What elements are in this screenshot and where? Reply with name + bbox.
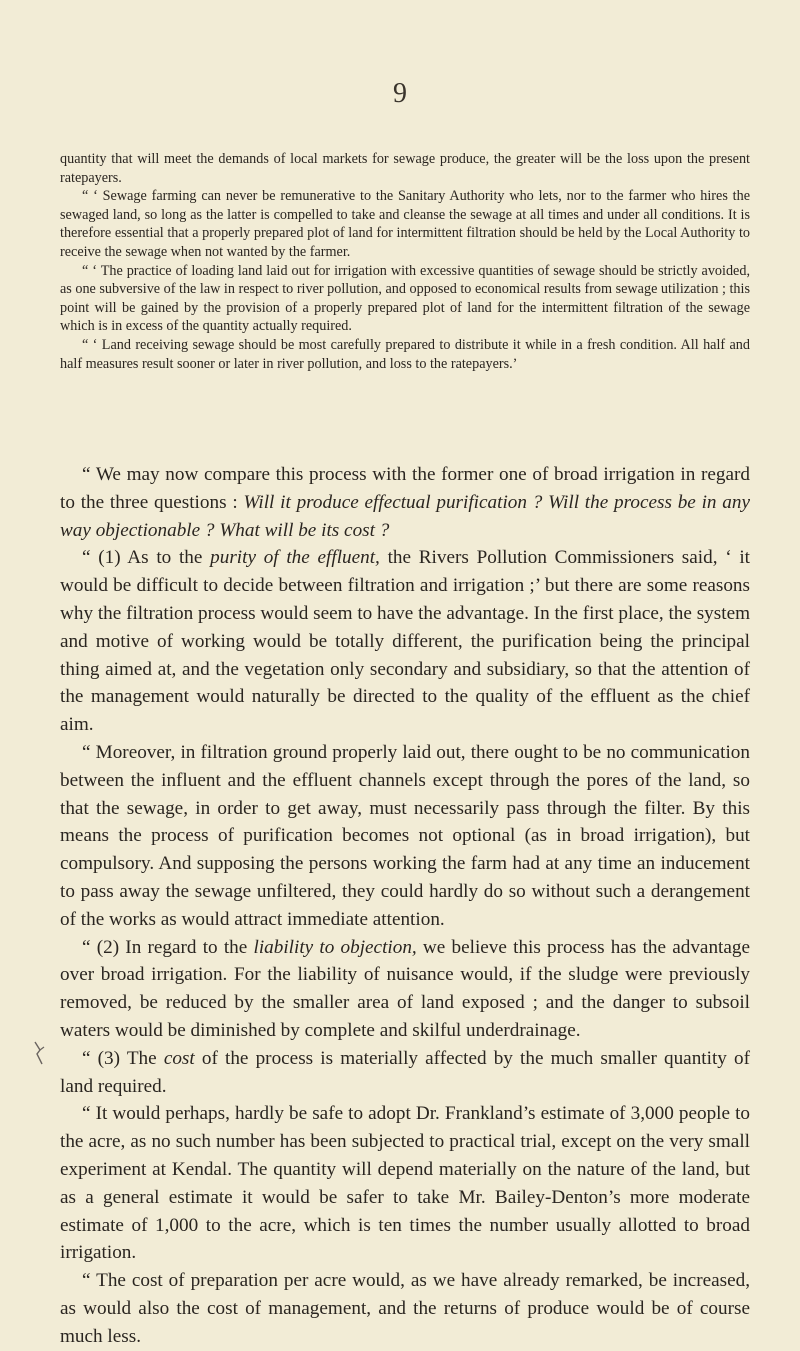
text-run: “ We may now compare this process with the former one of broad irrigation in regard to the three questions : <box>60 464 750 513</box>
text-run: of the process is materially affected by the much smaller quantity of land required. <box>60 1047 751 1097</box>
quoted-extract <box>60 150 750 373</box>
page-number: 9 <box>393 78 407 109</box>
text-run: “ Moreover, in filtration ground properly laid out, there ought to be no communication between the influent and the effluent channels except through the pores of the land, so that the sewage, in order to get away, must necessarily pass through the filter. By this means the process of purification becomes not optional (as in broad irrigation), but compulsory. And supposing the persons working the farm had at any time an inducement to pass away the sewage unfiltered, they could hardly do so without such a derangement of the works as would attract immediate attention. <box>60 741 750 930</box>
main-text <box>60 461 750 1351</box>
text-run: “ The cost of preparation per acre would, as we have already remarked, be increased, as would also the cost of management, and the returns of produce would be of course much less. <box>60 1270 750 1347</box>
italic-run: liability to objection, <box>253 936 417 958</box>
italic-run: Will it produce effectual purification ? Will the process be in any way objectionable ? What will be its cost ? <box>60 491 751 541</box>
text-run: “ ‘ Sewage farming can never be remunerative to the Sanitary Authority who lets, nor to the farmer who hires the sewaged land, so long as the latter is compelled to take and cleanse the sewage at all times and under all conditions. It is therefore essential that a properly prepared plot of land for intermittent filtration should be held by the Local Authority to receive the sewage when not wanted by the farmer. <box>60 188 750 260</box>
text-run: “ (3) The <box>82 1047 164 1069</box>
paragraph <box>60 187 750 261</box>
italic-run: cost <box>163 1047 195 1069</box>
paragraph <box>60 150 750 187</box>
paragraph <box>60 1045 750 1101</box>
paragraph <box>60 1100 750 1267</box>
paragraph <box>60 461 750 544</box>
paragraph <box>60 544 750 739</box>
text-run: quantity that will meet the demands of local markets for sewage produce, the greater will be the loss upon the present ratepayers. <box>60 151 750 186</box>
text-run: “ It would perhaps, hardly be safe to adopt Dr. Frankland’s estimate of 3,000 people to the acre, as no such number has been subjected to practical trial, except on the very small experiment at Kendal. The quantity will depend materially on the nature of the land, but as a general estimate it would be safer to take Mr. Bailey-Denton’s more moderate estimate of 1,000 to the acre, which is ten times the number usually allotted to broad irrigation. <box>60 1103 750 1264</box>
text-run: we believe this process has the advantage over broad irrigation. For the liability of nuisance would, if the sludge were previously removed, be reduced by the smaller area of land exposed ; and the danger to subsoil waters would be diminished by complete and skilful underdrainage. <box>60 936 750 1041</box>
margin-pencil-mark-icon <box>32 1040 46 1066</box>
paragraph <box>60 1267 750 1350</box>
text-run: “ ‘ Land receiving sewage should be most carefully prepared to distribute it while in a fresh condition. All half and half measures result sooner or later in river pollution, and loss to the ratepayers.’ <box>60 336 750 372</box>
text-run: the Rivers Pollution Commissioners said, ‘ it would be difficult to decide between filtration and irrigation ;’ but there are some reasons why the filtration process would seem to have the advantage. In the first place, the system and motive of working would be totally different, the purification being the principal thing aimed at, and the vegetation only secondary and subsidiary, so that the attention of the management would naturally be directed to the quality of the effluent as the chief aim. <box>60 547 751 736</box>
paragraph <box>60 739 750 934</box>
paragraph <box>60 262 750 336</box>
text-run: “ (2) In regard to the <box>82 936 254 958</box>
italic-run: purity of the effluent, <box>210 547 380 569</box>
text-run: “ (1) As to the <box>82 547 211 569</box>
text-run: “ ‘ The practice of loading land laid out for irrigation with excessive quantities of sewage should be strictly avoided, as one subversive of the law in respect to river pollution, and opposed to economical results from sewage utilization ; this point will be gained by the provision of a properly prepared plot of land for the intermittent filtration of the sewage which is in excess of the quantity actually required. <box>60 262 750 335</box>
paragraph <box>60 336 750 373</box>
paragraph <box>60 934 750 1045</box>
